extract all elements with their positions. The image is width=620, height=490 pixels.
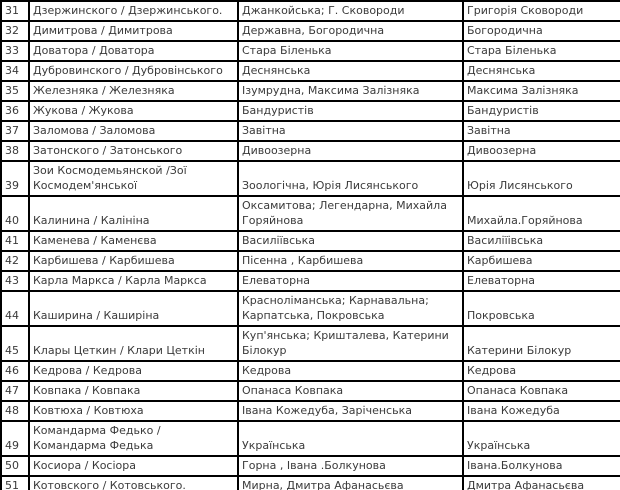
old-street-name-cell: Заломова / Заломова	[29, 121, 238, 141]
old-street-name-cell: Затонского / Затонського	[29, 141, 238, 161]
proposed-names-cell: Івана Кожедуба, Заріченська	[238, 401, 463, 421]
row-number-cell: 31	[1, 1, 29, 21]
final-name-cell: Максима Залізняка	[463, 81, 620, 101]
proposed-names-cell: Красноліманська; Карнавальна; Карпатська, Покровська	[238, 291, 463, 326]
row-number-cell: 43	[1, 271, 29, 291]
final-name-cell: Богородична	[463, 21, 620, 41]
row-number-cell: 48	[1, 401, 29, 421]
table-row	[1, 326, 620, 361]
old-street-name-cell: Каширина / Каширіна	[29, 291, 238, 326]
proposed-names-cell: Ізумрудна, Максима Залізняка	[238, 81, 463, 101]
table-row	[1, 141, 620, 161]
table-row	[1, 196, 620, 231]
row-number-cell: 33	[1, 41, 29, 61]
row-number-cell: 37	[1, 121, 29, 141]
old-street-name-cell: Ковпака / Ковпака	[29, 381, 238, 401]
table-row	[1, 161, 620, 196]
old-street-name-cell: Каменева / Каменєва	[29, 231, 238, 251]
old-street-name-cell: Косиора / Косіора	[29, 456, 238, 476]
table-row	[1, 1, 620, 21]
row-number-cell: 46	[1, 361, 29, 381]
proposed-names-cell: Горна , Івана .Болкунова	[238, 456, 463, 476]
old-street-name-cell: Железняка / Железняка	[29, 81, 238, 101]
proposed-names-cell: Зоологічна, Юрія Лисянського	[238, 161, 463, 196]
row-number-cell: 51	[1, 476, 29, 490]
old-street-name-cell: Димитрова / Димитрова	[29, 21, 238, 41]
table-row	[1, 121, 620, 141]
table-row	[1, 291, 620, 326]
final-name-cell: Елеваторна	[463, 271, 620, 291]
table-row	[1, 381, 620, 401]
old-street-name-cell: Зои Космодемьянской /Зої Космодем'янської	[29, 161, 238, 196]
old-street-name-cell: Доватора / Доватора	[29, 41, 238, 61]
final-name-cell: Григорія Сковороди	[463, 1, 620, 21]
row-number-cell: 36	[1, 101, 29, 121]
final-name-cell: Опанаса Ковпака	[463, 381, 620, 401]
final-name-cell: Бандуристів	[463, 101, 620, 121]
old-street-name-cell: Калинина / Калініна	[29, 196, 238, 231]
proposed-names-cell: Стара Біленька	[238, 41, 463, 61]
row-number-cell: 41	[1, 231, 29, 251]
proposed-names-cell: Деснянська	[238, 61, 463, 81]
final-name-cell: Івана Кожедуба	[463, 401, 620, 421]
table-row	[1, 476, 620, 490]
table-row	[1, 81, 620, 101]
row-number-cell: 38	[1, 141, 29, 161]
proposed-names-cell: Бандуристів	[238, 101, 463, 121]
old-street-name-cell: Карбишева / Карбишева	[29, 251, 238, 271]
old-street-name-cell: Дзержинского / Дзержинського.	[29, 1, 238, 21]
final-name-cell: Василіїівська	[463, 231, 620, 251]
table-body	[1, 1, 620, 490]
proposed-names-cell: Елеваторна	[238, 271, 463, 291]
final-name-cell: Івана.Болкунова	[463, 456, 620, 476]
old-street-name-cell: Клары Цеткин / Клари Цеткін	[29, 326, 238, 361]
old-street-name-cell: Ковтюха / Ковтюха	[29, 401, 238, 421]
final-name-cell: Михайла.Горяйнова	[463, 196, 620, 231]
old-street-name-cell: Командарма Федько / Командарма Федька	[29, 421, 238, 456]
table-row	[1, 251, 620, 271]
row-number-cell: 50	[1, 456, 29, 476]
final-name-cell: Дмитра Афанасьєва	[463, 476, 620, 490]
final-name-cell: Завітна	[463, 121, 620, 141]
proposed-names-cell: Українська	[238, 421, 463, 456]
proposed-names-cell: Джанкойська; Г. Сковороди	[238, 1, 463, 21]
final-name-cell: Катерини Білокур	[463, 326, 620, 361]
table-row	[1, 41, 620, 61]
table-row	[1, 101, 620, 121]
final-name-cell: Деснянська	[463, 61, 620, 81]
proposed-names-cell: Оксамитова; Легендарна, Михайла Горяйнова	[238, 196, 463, 231]
row-number-cell: 49	[1, 421, 29, 456]
final-name-cell: Українська	[463, 421, 620, 456]
old-street-name-cell: Дубровинского / Дубровінського	[29, 61, 238, 81]
proposed-names-cell: Опанаса Ковпака	[238, 381, 463, 401]
proposed-names-cell: Мирна, Дмитра Афанасьєва	[238, 476, 463, 490]
row-number-cell: 34	[1, 61, 29, 81]
final-name-cell: Юрія Лисянського	[463, 161, 620, 196]
old-street-name-cell: Кедрова / Кедрова	[29, 361, 238, 381]
row-number-cell: 39	[1, 161, 29, 196]
table-row	[1, 456, 620, 476]
table-row	[1, 61, 620, 81]
old-street-name-cell: Котовского / Котовського.	[29, 476, 238, 490]
proposed-names-cell: Пісенна , Карбишева	[238, 251, 463, 271]
row-number-cell: 44	[1, 291, 29, 326]
row-number-cell: 40	[1, 196, 29, 231]
proposed-names-cell: Кедрова	[238, 361, 463, 381]
row-number-cell: 42	[1, 251, 29, 271]
table-row	[1, 21, 620, 41]
row-number-cell: 45	[1, 326, 29, 361]
table-row	[1, 231, 620, 251]
table-row	[1, 271, 620, 291]
row-number-cell: 47	[1, 381, 29, 401]
table-row	[1, 361, 620, 381]
proposed-names-cell: Василіївська	[238, 231, 463, 251]
table-row	[1, 421, 620, 456]
final-name-cell: Стара Біленька	[463, 41, 620, 61]
old-street-name-cell: Жукова / Жукова	[29, 101, 238, 121]
row-number-cell: 32	[1, 21, 29, 41]
proposed-names-cell: Державна, Богородична	[238, 21, 463, 41]
final-name-cell: Кедрова	[463, 361, 620, 381]
proposed-names-cell: Дивоозерна	[238, 141, 463, 161]
proposed-names-cell: Завітна	[238, 121, 463, 141]
final-name-cell: Карбишева	[463, 251, 620, 271]
final-name-cell: Покровська	[463, 291, 620, 326]
proposed-names-cell: Куп'янська; Кришталева, Катерини Білокур	[238, 326, 463, 361]
row-number-cell: 35	[1, 81, 29, 101]
final-name-cell: Дивоозерна	[463, 141, 620, 161]
table-row	[1, 401, 620, 421]
old-street-name-cell: Карла Маркса / Карла Маркса	[29, 271, 238, 291]
